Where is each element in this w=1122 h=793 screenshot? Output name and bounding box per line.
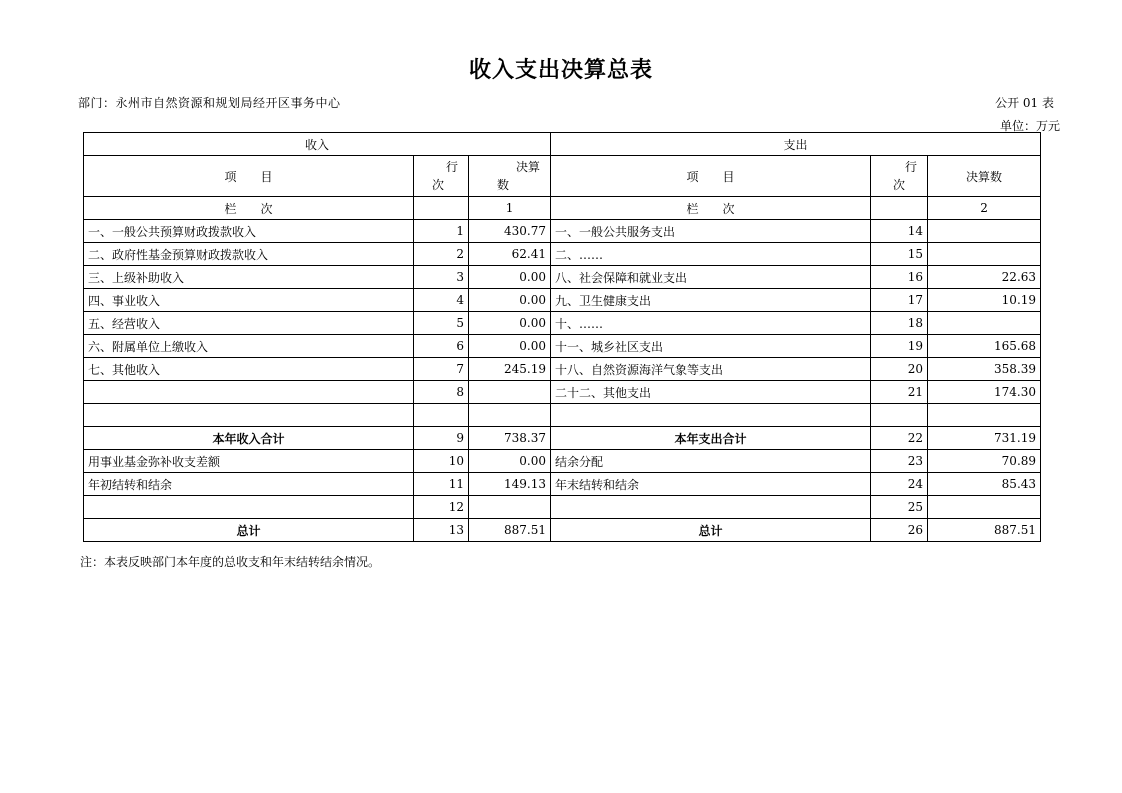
line-header-top: 行 — [445, 160, 458, 174]
expense-line-no: 19 — [871, 335, 928, 358]
table-row — [84, 243, 1041, 266]
empty-cell — [84, 404, 414, 427]
expense-item: 二、…… — [551, 243, 871, 266]
income-value: 0.00 — [469, 289, 551, 312]
income-item: 二、政府性基金预算财政拨款收入 — [84, 243, 414, 266]
income-value: 430.77 — [469, 220, 551, 243]
income-item: 年初结转和结余 — [84, 473, 414, 496]
empty-cell — [551, 496, 871, 519]
income-item-header: 项 目 — [84, 156, 414, 197]
expense-line-header — [871, 156, 928, 197]
income-item: 五、经营收入 — [84, 312, 414, 335]
expense-line-no: 21 — [871, 381, 928, 404]
income-line-no: 13 — [414, 519, 469, 542]
empty-cell — [871, 197, 928, 220]
income-value — [469, 381, 551, 404]
expense-line-no: 24 — [871, 473, 928, 496]
income-lanci-label: 栏 次 — [84, 197, 414, 220]
income-col-index: 1 — [469, 197, 551, 220]
grand-total-row — [84, 519, 1041, 542]
expense-value: 10.19 — [928, 289, 1041, 312]
expense-year-total-label: 本年支出合计 — [551, 427, 871, 450]
department-label: 部门：永州市自然资源和规划局经开区事务中心 — [78, 96, 341, 110]
year-total-row — [84, 427, 1041, 450]
column-header-row — [84, 156, 1041, 197]
expense-line-no: 20 — [871, 358, 928, 381]
expense-item: 十一、城乡社区支出 — [551, 335, 871, 358]
line-header-bottom: 次 — [432, 178, 445, 192]
income-year-total-value: 738.37 — [469, 427, 551, 450]
table-row — [84, 450, 1041, 473]
expense-line-no: 26 — [871, 519, 928, 542]
expense-lanci-label: 栏 次 — [551, 197, 871, 220]
expense-value: 174.30 — [928, 381, 1041, 404]
income-line-header — [414, 156, 469, 197]
expense-item: 十八、自然资源海洋气象等支出 — [551, 358, 871, 381]
expense-grand-total-value: 887.51 — [928, 519, 1041, 542]
income-value: 0.00 — [469, 312, 551, 335]
income-item: 四、事业收入 — [84, 289, 414, 312]
expense-line-no: 18 — [871, 312, 928, 335]
income-value: 0.00 — [469, 266, 551, 289]
expense-amount-header: 决算数 — [928, 156, 1041, 197]
section-header-row — [84, 133, 1041, 156]
income-value: 245.19 — [469, 358, 551, 381]
table-number: 公开 01 表 — [995, 96, 1054, 110]
income-item: 用事业基金弥补收支差额 — [84, 450, 414, 473]
empty-cell — [469, 404, 551, 427]
income-item: 七、其他收入 — [84, 358, 414, 381]
expense-item: 二十二、其他支出 — [551, 381, 871, 404]
expense-item: 八、社会保障和就业支出 — [551, 266, 871, 289]
income-line-no: 3 — [414, 266, 469, 289]
table-row — [84, 335, 1041, 358]
empty-cell — [469, 496, 551, 519]
income-line-no: 8 — [414, 381, 469, 404]
empty-cell — [551, 404, 871, 427]
empty-row — [84, 404, 1041, 427]
table-row — [84, 312, 1041, 335]
expense-line-no: 16 — [871, 266, 928, 289]
expense-value: 165.68 — [928, 335, 1041, 358]
income-expense-table — [83, 132, 1041, 542]
expense-item: 一、一般公共服务支出 — [551, 220, 871, 243]
table-row — [84, 358, 1041, 381]
line-header-top: 行 — [905, 160, 918, 174]
income-grand-total-value: 887.51 — [469, 519, 551, 542]
empty-cell — [928, 404, 1041, 427]
expense-item: 年末结转和结余 — [551, 473, 871, 496]
table-row — [84, 289, 1041, 312]
expense-line-no: 22 — [871, 427, 928, 450]
unit-label: 单位：万元 — [999, 119, 1060, 133]
expense-item-header: 项 目 — [551, 156, 871, 197]
income-section-header: 收入 — [84, 133, 551, 156]
income-line-no: 6 — [414, 335, 469, 358]
footnote: 注：本表反映部门本年度的总收支和年末结转结余情况。 — [80, 555, 381, 569]
income-amount-header — [469, 156, 551, 197]
income-item: 六、附属单位上缴收入 — [84, 335, 414, 358]
expense-value: 358.39 — [928, 358, 1041, 381]
expense-value: 85.43 — [928, 473, 1041, 496]
income-line-no: 1 — [414, 220, 469, 243]
expense-value: 70.89 — [928, 450, 1041, 473]
table-row — [84, 496, 1041, 519]
expense-year-total-value: 731.19 — [928, 427, 1041, 450]
expense-item: 结余分配 — [551, 450, 871, 473]
income-value: 0.00 — [469, 450, 551, 473]
expense-line-no: 17 — [871, 289, 928, 312]
income-line-no: 5 — [414, 312, 469, 335]
expense-section-header: 支出 — [551, 133, 1041, 156]
table-row — [84, 220, 1041, 243]
table-row — [84, 473, 1041, 496]
expense-item: 九、卫生健康支出 — [551, 289, 871, 312]
amount-header-bottom: 数 — [497, 178, 510, 192]
income-item: 一、一般公共预算财政拨款收入 — [84, 220, 414, 243]
empty-cell — [871, 404, 928, 427]
income-value: 0.00 — [469, 335, 551, 358]
income-item — [84, 381, 414, 404]
empty-cell — [84, 496, 414, 519]
table-row — [84, 266, 1041, 289]
income-line-no: 10 — [414, 450, 469, 473]
line-header-bottom: 次 — [893, 178, 906, 192]
income-line-no: 11 — [414, 473, 469, 496]
income-value: 62.41 — [469, 243, 551, 266]
expense-item: 十、…… — [551, 312, 871, 335]
amount-header-top: 决算 — [516, 160, 541, 174]
income-value: 149.13 — [469, 473, 551, 496]
income-line-no: 7 — [414, 358, 469, 381]
expense-value — [928, 243, 1041, 266]
expense-value — [928, 312, 1041, 335]
expense-line-no: 14 — [871, 220, 928, 243]
expense-value: 22.63 — [928, 266, 1041, 289]
empty-cell — [414, 197, 469, 220]
expense-value — [928, 220, 1041, 243]
income-line-no: 9 — [414, 427, 469, 450]
income-line-no: 4 — [414, 289, 469, 312]
report-title: 收入支出决算总表 — [468, 58, 653, 83]
empty-cell — [414, 404, 469, 427]
income-line-no: 2 — [414, 243, 469, 266]
column-index-row — [84, 197, 1041, 220]
income-grand-total-label: 总计 — [84, 519, 414, 542]
expense-line-no: 25 — [871, 496, 928, 519]
expense-line-no: 23 — [871, 450, 928, 473]
income-year-total-label: 本年收入合计 — [84, 427, 414, 450]
income-line-no: 12 — [414, 496, 469, 519]
expense-col-index: 2 — [928, 197, 1041, 220]
expense-grand-total-label: 总计 — [551, 519, 871, 542]
table-row — [84, 381, 1041, 404]
expense-line-no: 15 — [871, 243, 928, 266]
income-item: 三、上级补助收入 — [84, 266, 414, 289]
empty-cell — [928, 496, 1041, 519]
